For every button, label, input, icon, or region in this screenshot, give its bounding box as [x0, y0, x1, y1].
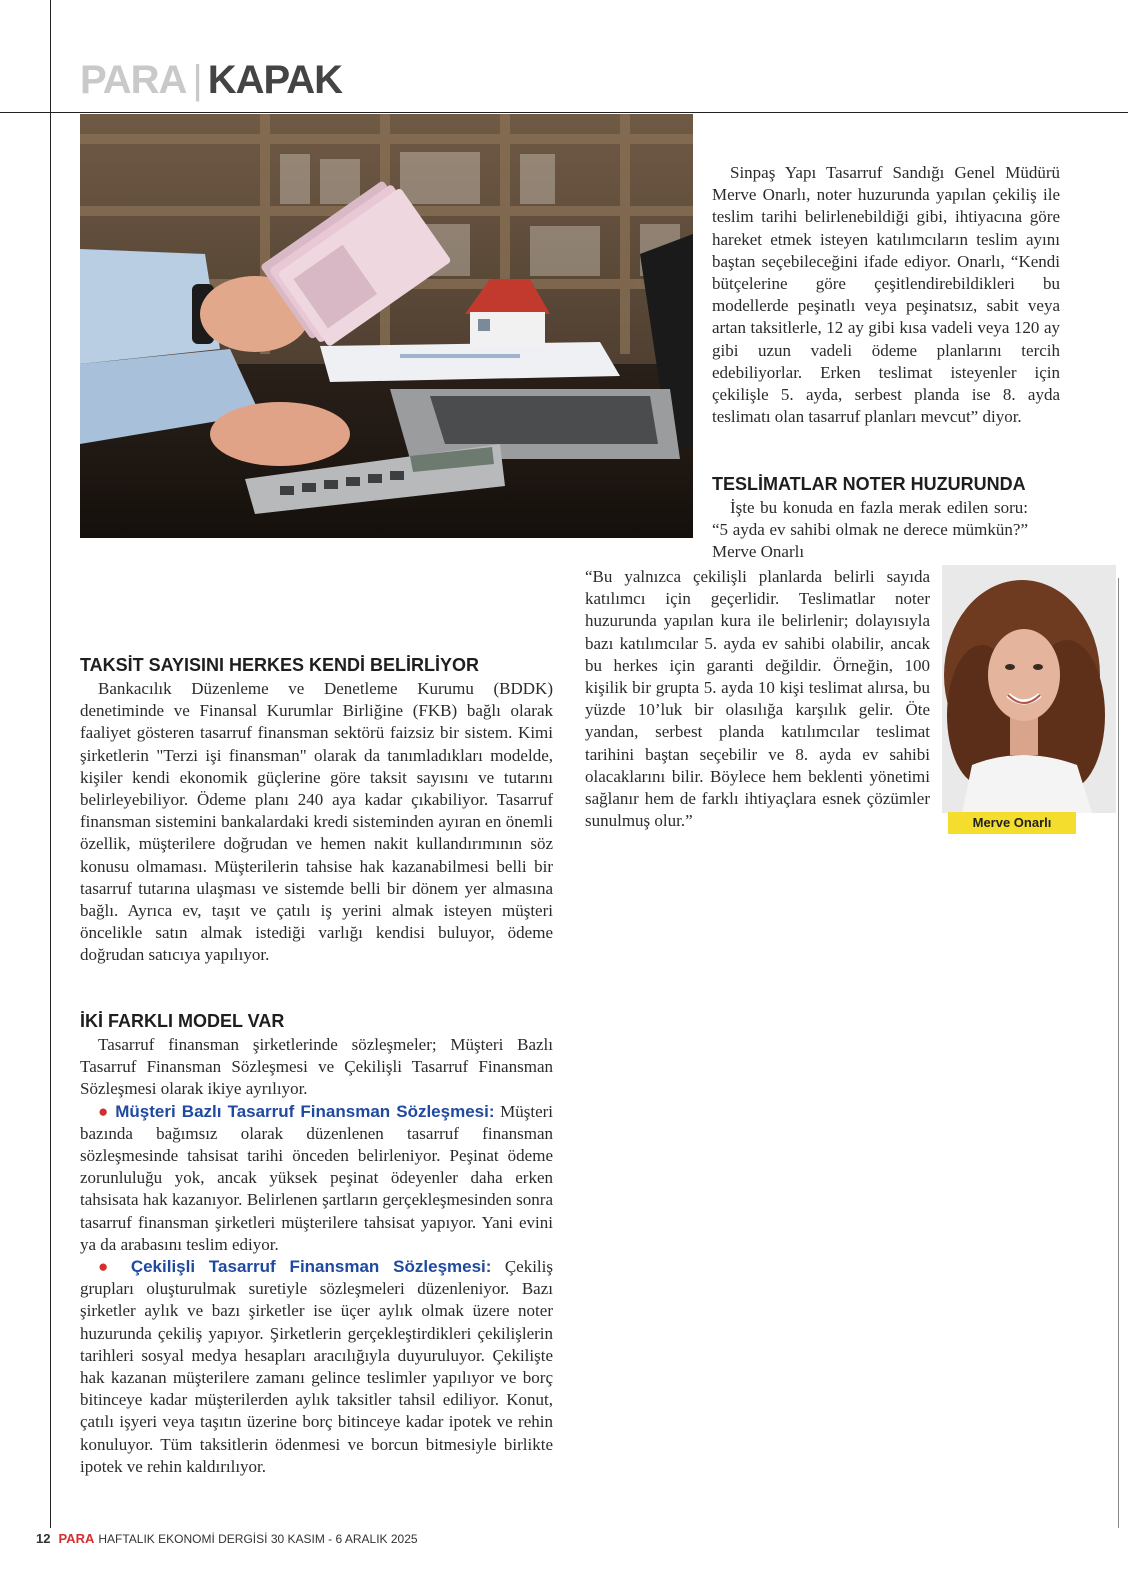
money-calculator-illustration	[80, 114, 693, 538]
model-section	[80, 1034, 553, 1478]
model-intro-paragraph: Tasarruf finansman şirketlerinde sözleşmeler; Müşteri Bazlı Tasarruf Finansman Sözleşmesi ve Çekilişli Tasarruf Finansman Sözleşmesi olarak ikiye ayrılıyor.	[80, 1035, 553, 1099]
left-heading-2-wrap	[80, 1010, 284, 1032]
right-column-intro	[712, 162, 1060, 428]
taksit-paragraph: Bankacılık Düzenleme ve Denetleme Kurumu (BDDK) denetiminde ve Finansal Kurumlar Birliğine (FKB) bağlı olarak faaliyet gösteren tasarruf finansman sektörü faizsiz bir sistem. Kimi şirketlerin "Terzi işi finansman" olarak da tanımladıkları modelde, kişiler kendi ekonomik güçlerine göre taksit sayısını ve tutarını belirleyebiliyor. Ödeme planı 240 aya kadar çıkabiliyor. Tasarruf finansman sistemini bankalardaki kredi sisteminden ayıran en önemli özellik, müşterilere doğrudan ve hemen nakit kullandırımının söz konusu olmaması. Müşterilerin tahsise hak kazanabilmesi belli bir tasarruf tutarına ulaşması ve sistemde belli bir dönem yer almasına bağlı. Ayrıca ev, taşıt ve çatılı iş yerini almak isteyen müşteri öncelikle satın almak istediği varlığı kendisi buluyor, ödeme doğrudan satıcıya yapılıyor.	[80, 679, 553, 965]
bullet-marker: ●	[98, 1257, 118, 1277]
portrait-photo	[942, 565, 1116, 813]
bullet-title-musteri: Müşteri Bazlı Tasarruf Finansman Sözleşmesi:	[115, 1101, 495, 1121]
section-separator: |	[192, 58, 202, 102]
teslimatlar-lead	[712, 497, 1028, 564]
section-heading-teslimatlar: TESLİMATLAR NOTER HUZURUNDA	[712, 474, 1026, 494]
bullet-cekilisli	[80, 1256, 553, 1478]
intro-paragraph: Sinpaş Yapı Tasarruf Sandığı Genel Müdürü Merve Onarlı, noter huzurunda yapılan çekiliş ile teslim tarihi belirlenebildiği gibi, ihtiyacına göre hareket etmek isteyen katılımcıların teslim ayını baştan seçebileceğini ifade ediyor. Onarlı, “Kendi bütçelerine göre çeşitlendirebildikleri bu modellerde peşinatlı veya peşinatsız, sabit veya artan taksitlerle, 12 ay gibi kısa vadeli veya 120 ay gibi uzun vadeli ödeme planlarını tercih edebiliyorlar. Erken teslimat isteyenler için çekilişle 5. ayda, serbest planda ise 8. ayda teslimatı olan tasarruf planları mevcut” diyor.	[712, 163, 1060, 427]
left-margin-rule	[50, 0, 51, 1528]
section-label: PARA	[80, 58, 187, 102]
bullet-text-musteri: Müşteri bazında bağımsız olarak düzenlenen tasarruf finansman sözleşmesinde tahsisat tarihi önceden belirleniyor. Peşinat ödeme zorunluluğu yok, ancak yüksek peşinat ödeyenler daha erken tahsisata hak kazanıyor. Belirlenen şartların gerçekleşmesinden sonra tasarruf finansman şirketleri müşterilere tahsisat yapıyor. Yani evini ya da arabasını teslim ediyor.	[80, 1101, 554, 1254]
header-rule	[0, 112, 1128, 113]
bullet-musteri-bazli	[80, 1101, 553, 1256]
right-column-heading-wrap	[712, 473, 1026, 495]
quote-paragraph: “Bu yalnızca çekilişli planlarda belirli sayıda katılımcı için geçerlidir. Teslimatlar noter huzurunda yapılan kura ile belirlenir; dolayısıyla bazı katılımcılar 5. ayda ev sahibi olabilir, ancak bu herkes için garanti değildir. Örneğin, 100 kişilik bir grupta 5. ayda 10 kişi teslimat alırsa, bu yüzde 10’luk bir olasılığa karşılık gelir. Öte yandan, serbest planda katılımcılar teslimat tarihini baştan seçebilir ve 8. ayda ev sahibi olacaklarını bilir. Böylece hem beklenti yönetimi sağlanır hem de farklı ihtiyaçlara esnek çözümler sunulmuş olur.”	[585, 567, 930, 831]
portrait-caption: Merve Onarlı	[948, 812, 1076, 834]
quote-block	[585, 566, 930, 832]
right-margin-rule	[1118, 578, 1119, 1528]
left-heading-1-wrap	[80, 654, 479, 676]
page-footer	[36, 1531, 418, 1547]
portrait-illustration	[942, 565, 1116, 813]
section-masthead	[80, 56, 342, 104]
bullet-marker: ●	[98, 1101, 110, 1121]
section-heading-taksit: TAKSİT SAYISINI HERKES KENDİ BELİRLİYOR	[80, 655, 480, 675]
section-title: KAPAK	[207, 58, 343, 102]
bullet-title-cekilisli: Çekilişli Tasarruf Finansman Sözleşmesi:	[130, 1257, 492, 1277]
page-number: 12	[36, 1531, 51, 1546]
taksit-section	[80, 678, 553, 967]
bullet-text-cekilisli: Çekiliş grupları oluşturulmak suretiyle sözleşmeleri düzenleniyor. Bazı şirketler aylık ve bazı şirketler ise üçer aylık olmak üzere noter huzurunda çekiliş yapıyor. Şirketlerin gerçekleştirdikleri çekilişlerin tarihleri sosyal medya hesapları aracılığıyla duyuruluyor. Çekilişte hak kazanan müşterilere zamanı gelince teslimler yapılıyor ve borç bitinceye kadar müşterilerden aylık taksitler tahsil ediliyor. Konut, çatılı işyeri veya taşıtın üzerine borç bitinceye kadar ipotek ve rehin konuluyor. Tüm taksitlerin ödenmesi ve borcun bitmesiyle birlikte ipotek ve rehin kaldırılıyor.	[80, 1257, 553, 1476]
footer-brand: PARA	[58, 1531, 95, 1546]
section-heading-iki-model: İKİ FARKLI MODEL VAR	[80, 1011, 285, 1031]
lead-paragraph: İşte bu konuda en fazla merak edilen soru: “5 ayda ev sahibi olmak ne derece mümkün?” Merve Onarlı	[712, 498, 1028, 562]
footer-text: HAFTALIK EKONOMİ DERGİSİ 30 KASIM - 6 ARALIK 2025	[98, 1532, 418, 1546]
main-photo	[80, 114, 693, 538]
